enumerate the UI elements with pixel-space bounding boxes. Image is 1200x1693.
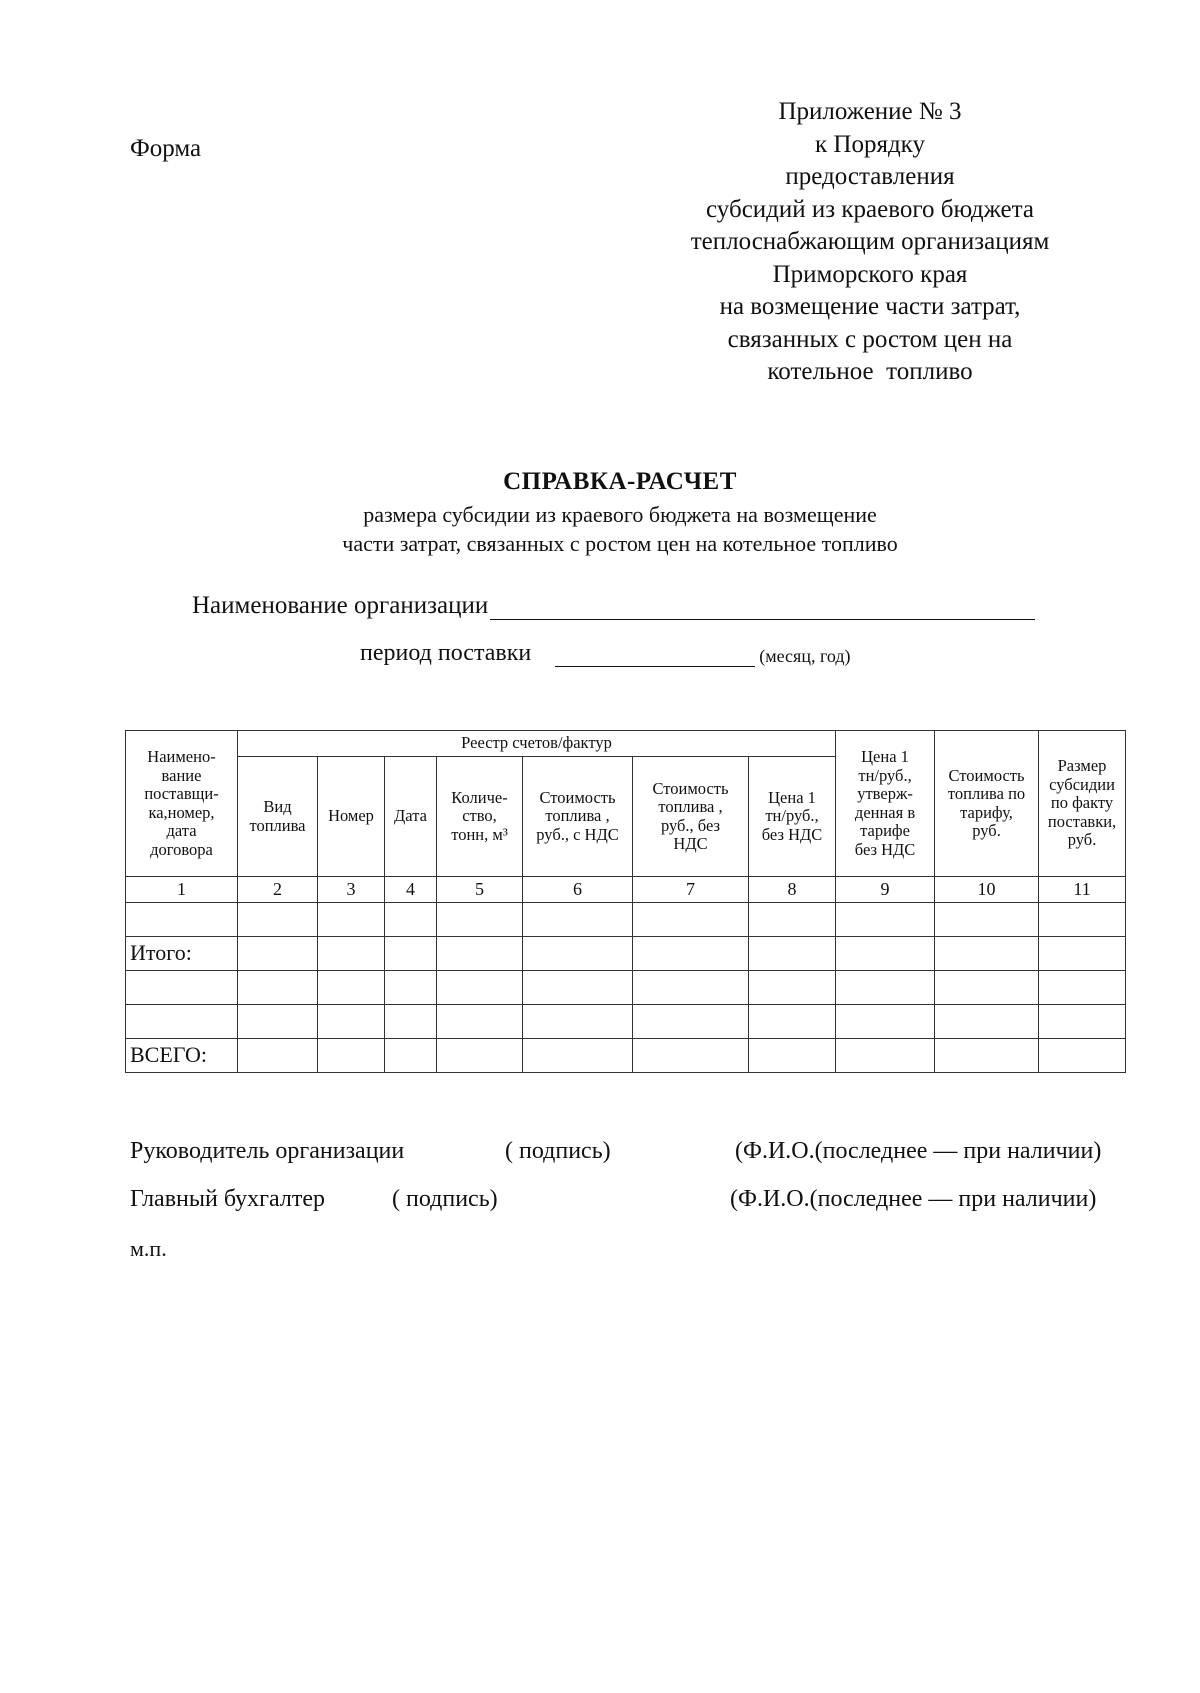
document-subtitle bbox=[180, 500, 1060, 558]
column-number-row bbox=[126, 877, 1126, 903]
accountant-signature: ( подпись) bbox=[392, 1186, 498, 1212]
head-label: Руководитель организации bbox=[130, 1138, 405, 1164]
header-tariff-cost: Стоимость топлива по тарифу, руб. bbox=[935, 731, 1039, 877]
period-note: (месяц, год) bbox=[759, 646, 851, 666]
table-row bbox=[126, 1005, 1126, 1039]
header-subsidy: Размер субсидии по факту поставки, руб. bbox=[1039, 731, 1126, 877]
accountant-label: Главный бухгалтер bbox=[130, 1186, 325, 1212]
org-name-row bbox=[192, 592, 1035, 620]
subtitle-line-2: части затрат, связанных с ростом цен на котельное топливо bbox=[342, 531, 898, 556]
calculation-table bbox=[125, 730, 1126, 1073]
accountant-fio: (Ф.И.О.(последнее — при наличии) bbox=[730, 1186, 1097, 1212]
appendix-line: котельное топливо bbox=[767, 358, 973, 385]
table-row bbox=[126, 971, 1126, 1005]
total-label: ВСЕГО: bbox=[126, 1039, 238, 1073]
header-price: Цена 1 тн/руб., без НДС bbox=[749, 757, 836, 877]
column-number: 3 bbox=[318, 877, 385, 903]
header-registry: Реестр счетов/фактур bbox=[238, 731, 836, 757]
appendix-line: предоставления bbox=[785, 163, 955, 190]
appendix-line: на возмещение части затрат, bbox=[719, 293, 1021, 320]
period-label: период поставки bbox=[360, 640, 532, 666]
appendix-block bbox=[640, 96, 1100, 389]
subtotal-row bbox=[126, 937, 1126, 971]
column-number: 6 bbox=[523, 877, 633, 903]
form-label: Форма bbox=[130, 135, 202, 162]
header-number: Номер bbox=[318, 757, 385, 877]
appendix-line: к Порядку bbox=[815, 130, 925, 158]
column-number: 2 bbox=[238, 877, 318, 903]
table-row bbox=[126, 903, 1126, 937]
period-row bbox=[360, 640, 851, 667]
header-fuel-type: Вид топлива bbox=[238, 757, 318, 877]
header-tariff-price: Цена 1 тн/руб., утверж- денная в тарифе без НДС bbox=[836, 731, 935, 877]
appendix-line: субсидий из краевого бюджета bbox=[706, 195, 1034, 223]
column-number: 11 bbox=[1039, 877, 1126, 903]
appendix-line: теплоснабжающим организациям bbox=[690, 228, 1050, 255]
column-number: 8 bbox=[749, 877, 836, 903]
column-number: 7 bbox=[633, 877, 749, 903]
period-field[interactable] bbox=[555, 644, 755, 667]
appendix-line: Приложение № 3 bbox=[778, 98, 962, 125]
head-signature: ( подпись) bbox=[505, 1138, 611, 1164]
subtitle-line-1: размера субсидии из краевого бюджета на возмещение bbox=[363, 502, 877, 527]
total-row bbox=[126, 1039, 1126, 1073]
org-name-label: Наименование организации bbox=[192, 592, 489, 619]
header-supplier: Наимено- вание поставщи- ка,номер, дата договора bbox=[126, 731, 238, 877]
header-date: Дата bbox=[385, 757, 437, 877]
document-title: СПРАВКА-РАСЧЕТ bbox=[503, 468, 737, 495]
header-cost-novat: Стоимость топлива , руб., без НДС bbox=[633, 757, 749, 877]
appendix-line: Приморского края bbox=[772, 260, 968, 288]
column-number: 5 bbox=[437, 877, 523, 903]
subtotal-label: Итого: bbox=[126, 937, 238, 971]
column-number: 10 bbox=[935, 877, 1039, 903]
column-number: 4 bbox=[385, 877, 437, 903]
org-name-field[interactable] bbox=[490, 595, 1035, 620]
header-cost-vat: Стоимость топлива , руб., с НДС bbox=[523, 757, 633, 877]
column-number: 9 bbox=[836, 877, 935, 903]
stamp-place: м.п. bbox=[130, 1236, 167, 1261]
appendix-line: связанных с ростом цен на bbox=[727, 325, 1013, 353]
header-quantity: Количе- ство, тонн, м³ bbox=[437, 757, 523, 877]
column-number: 1 bbox=[126, 877, 238, 903]
head-fio: (Ф.И.О.(последнее — при наличии) bbox=[735, 1138, 1102, 1164]
